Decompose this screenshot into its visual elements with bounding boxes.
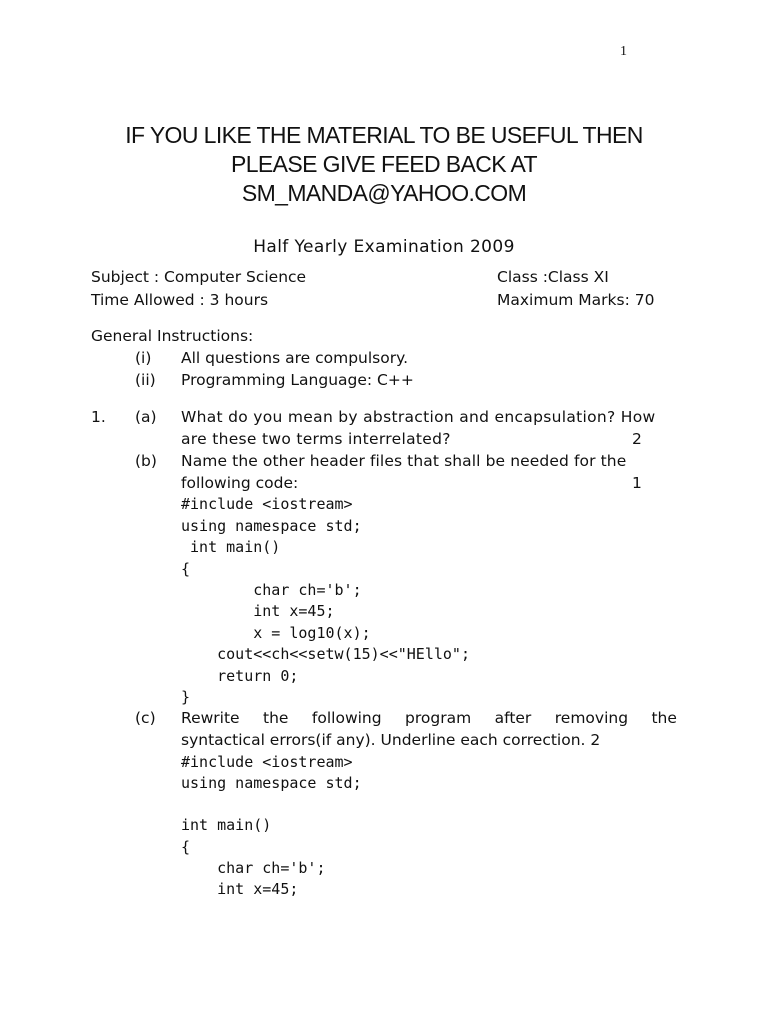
code-line: using namespace std;	[181, 774, 362, 792]
banner-line-3: SM_MANDA@YAHOO.COM	[241, 180, 527, 206]
instruction-text: All questions are compulsory.	[181, 349, 408, 367]
code-line: {	[181, 838, 191, 856]
word: after	[494, 709, 532, 727]
instruction-num: (ii)	[135, 371, 156, 389]
banner-line-2: PLEASE GIVE FEED BACK AT	[230, 151, 537, 177]
word: the	[651, 709, 677, 727]
code-line: cout<<ch<<setw(15)<<"HEllo";	[181, 645, 470, 663]
question-number: 1.	[91, 408, 106, 426]
part-a-label: (a)	[135, 408, 157, 426]
code-line: }	[181, 688, 191, 706]
word: following	[311, 709, 382, 727]
code-line: #include <iostream>	[181, 495, 353, 513]
part-c-line-2: syntactical errors(if any). Underline each correction. 2	[181, 731, 601, 749]
time-allowed-label: Time Allowed : 3 hours	[91, 291, 269, 309]
banner-line-1: IF YOU LIKE THE MATERIAL TO BE USEFUL THEN	[125, 122, 643, 148]
part-b-line-2: following code:	[181, 474, 299, 492]
class-label: Class :Class XI	[497, 268, 609, 286]
part-c-label: (c)	[135, 709, 156, 727]
word: Rewrite	[181, 709, 240, 727]
part-a-marks: 2	[632, 430, 642, 448]
part-b-line-1: Name the other header files that shall be needed for the	[181, 452, 627, 470]
code-line: char ch='b';	[181, 859, 326, 877]
code-line: int main()	[181, 538, 281, 556]
max-marks-label: Maximum Marks: 70	[497, 291, 655, 309]
code-line: #include <iostream>	[181, 753, 353, 771]
code-line: char ch='b';	[181, 581, 362, 599]
part-a-line-1: What do you mean by abstraction and encapsulation? How	[181, 408, 656, 426]
feedback-banner	[0, 121, 768, 208]
part-b-label: (b)	[135, 452, 157, 470]
instructions-heading: General Instructions:	[91, 327, 254, 345]
instruction-num: (i)	[135, 349, 152, 367]
code-line: return 0;	[181, 667, 299, 685]
code-line: int main()	[181, 816, 272, 834]
part-a-line-2: are these two terms interrelated?	[181, 430, 451, 448]
exam-title: Half Yearly Examination 2009	[253, 237, 515, 257]
code-line: using namespace std;	[181, 517, 362, 535]
code-line: int x=45;	[181, 602, 335, 620]
code-line: int x=45;	[181, 880, 299, 898]
part-c-line-1	[181, 709, 677, 727]
word: program	[405, 709, 472, 727]
code-line: {	[181, 560, 191, 578]
code-line: x = log10(x);	[181, 624, 371, 642]
instruction-text: Programming Language: C++	[181, 371, 414, 389]
part-b-marks: 1	[632, 474, 642, 492]
word: the	[263, 709, 289, 727]
page-number: 1	[620, 44, 627, 59]
word: removing	[554, 709, 629, 727]
subject-label: Subject : Computer Science	[91, 268, 307, 286]
